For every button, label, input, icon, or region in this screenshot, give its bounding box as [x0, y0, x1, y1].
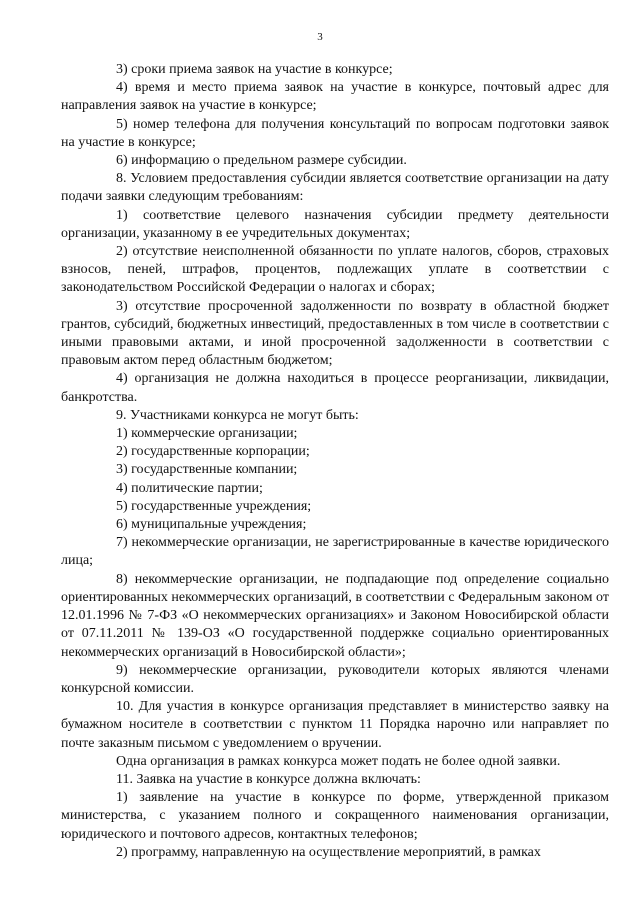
paragraph: 4) организация не должна находиться в процессе реорганизации, ликвидации, банкротства. — [61, 371, 609, 405]
paragraph: 3) сроки приема заявок на участие в конкурсе; — [116, 62, 393, 77]
paragraph: 9. Участниками конкурса не могут быть: — [116, 407, 359, 423]
paragraph: 6) муниципальные учреждения; — [116, 517, 307, 533]
paragraph: 1) соответствие целевого назначения субсидии предмету деятельности организации, указанному в ее учредительных документах; — [61, 207, 609, 241]
paragraph: 1) заявление на участие в конкурсе по форме, утвержденной приказом министерства, с указанием полного и сокращенного наименования организации, юридического и почтового адресов, контактных телефонов; — [61, 790, 609, 842]
document-body — [61, 61, 609, 862]
paragraph: 2) программу, направленную на осуществление мероприятий, в рамках — [116, 844, 541, 860]
paragraph: 8. Условием предоставления субсидии является соответствие организации на дату подачи заявки следующим требованиям: — [61, 171, 609, 205]
paragraph: 4) политические партии; — [116, 480, 263, 496]
page-number: 3 — [317, 31, 323, 43]
paragraph: 6) информацию о предельном размере субсидии. — [116, 153, 407, 169]
paragraph: 4) время и место приема заявок на участие в конкурсе, почтовый адрес для направления заявок на участие в конкурсе; — [61, 80, 609, 114]
paragraph: 5) номер телефона для получения консультаций по вопросам подготовки заявок на участие в конкурсе; — [61, 116, 609, 150]
paragraph: 2) отсутствие неисполненной обязанности по уплате налогов, сборов, страховых взносов, пеней, штрафов, процентов, подлежащих уплате в соответствии с законодательством Российской Федерации о налогах и сборах; — [61, 244, 609, 296]
paragraph: 5) государственные учреждения; — [116, 498, 312, 514]
paragraph: 11. Заявка на участие в конкурсе должна включать: — [116, 771, 421, 787]
paragraph: 3) государственные компании; — [116, 462, 298, 478]
paragraph: 3) отсутствие просроченной задолженности по возврату в областной бюджет грантов, субсидий, бюджетных инвестиций, предоставленных в том числе в соответствии с иными правовыми актами, и иной просроченной задолженности в соответствии с правовым актом перед областным бюджетом; — [61, 298, 609, 369]
paragraph: 2) государственные корпорации; — [116, 444, 310, 460]
paragraph: 9) некоммерческие организации, руководители которых являются членами конкурсной комиссии. — [61, 662, 609, 696]
paragraph: 7) некоммерческие организации, не зарегистрированные в качестве юридического лица; — [61, 535, 609, 569]
paragraph: 8) некоммерческие организации, не подпадающие под определение социально ориентированных некоммерческих организаций, в соответствии с Федеральным законом от 12.01.1996 № 7-ФЗ «О некоммерческих организациях» и Законом Новосибирской области от 07.11.2011 № 139-ОЗ «О государственной поддержке социально ориентированных некоммерческих организаций в Новосибирской области»; — [61, 571, 609, 660]
paragraph: 1) коммерческие организации; — [116, 426, 298, 442]
paragraph: Одна организация в рамках конкурса может подать не более одной заявки. — [116, 753, 561, 769]
paragraph: 10. Для участия в конкурсе организация представляет в министерство заявку на бумажном носителе в соответствии с пунктом 11 Порядка нарочно или направляет по почте заказным письмом с уведомлением о вручении. — [61, 699, 609, 751]
